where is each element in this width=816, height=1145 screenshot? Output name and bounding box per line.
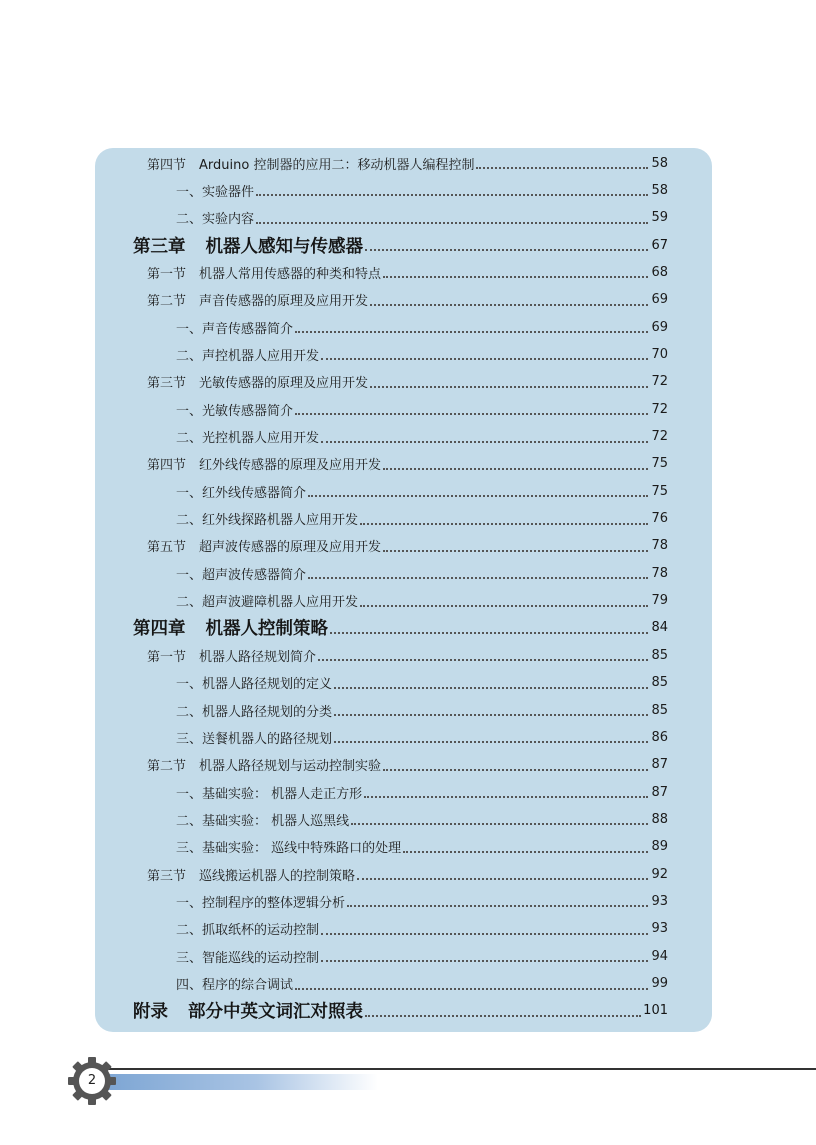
toc-entry-title: 超声波传感器的原理及应用开发 xyxy=(199,540,382,556)
toc-entry-page: 78 xyxy=(651,538,668,554)
toc-entry-title: 二、超声波避障机器人应用开发 xyxy=(176,595,359,611)
toc-entry-title: 一、机器人路径规划的定义 xyxy=(176,677,333,693)
toc-entry-title: 一、红外线传感器简介 xyxy=(176,485,307,501)
toc-entry-title: 三、送餐机器人的路径规划 xyxy=(176,731,333,747)
toc-entry-title: 二、红外线探路机器人应用开发 xyxy=(176,513,359,529)
toc-entry-page: 70 xyxy=(651,346,668,362)
toc-entry-title: 红外线传感器的原理及应用开发 xyxy=(199,458,382,474)
toc-entry-page: 75 xyxy=(651,483,668,499)
dot-leader xyxy=(370,290,648,306)
dot-leader xyxy=(256,180,648,196)
dot-leader xyxy=(295,974,648,990)
toc-entry-page: 58 xyxy=(651,182,668,198)
dot-leader xyxy=(383,454,648,470)
toc-entry-title: 光敏传感器的原理及应用开发 xyxy=(199,376,369,392)
dot-leader xyxy=(403,837,648,853)
toc-item-row xyxy=(176,343,668,365)
toc-item-row xyxy=(176,398,668,420)
toc-item-row xyxy=(176,316,668,338)
dot-leader xyxy=(334,727,648,743)
toc-entry-page: 59 xyxy=(651,210,668,226)
toc-entry-label xyxy=(147,646,316,665)
toc-entry-page: 68 xyxy=(651,264,668,280)
toc-entry-title: 三、基础实验： 巡线中特殊路口的处理 xyxy=(176,841,402,857)
toc-entry-page: 101 xyxy=(643,1003,668,1019)
toc-entry-title: 机器人常用传感器的种类和特点 xyxy=(199,266,382,282)
dot-leader xyxy=(365,235,648,251)
toc-chapter-row xyxy=(133,232,668,258)
toc-entry-label xyxy=(176,564,306,583)
toc-entry-page: 58 xyxy=(651,155,668,171)
toc-entry-label xyxy=(147,372,368,391)
toc-entry-label xyxy=(147,755,381,774)
toc-entry-label xyxy=(133,998,363,1023)
toc-entry-page: 78 xyxy=(651,565,668,581)
dot-leader xyxy=(360,591,648,607)
dot-leader xyxy=(321,427,648,443)
toc-entry-page: 99 xyxy=(651,976,668,991)
toc-item-row xyxy=(176,562,668,584)
toc-item-row xyxy=(176,918,668,940)
dot-leader xyxy=(308,563,648,579)
toc-entry-label xyxy=(176,427,319,446)
toc-entry-label xyxy=(176,783,362,802)
toc-entry-title: 一、实验器件 xyxy=(176,184,255,200)
toc-entry-page: 94 xyxy=(651,948,668,964)
toc-item-row xyxy=(176,207,668,229)
dot-leader xyxy=(256,208,648,224)
toc-entry-page: 76 xyxy=(651,511,668,527)
toc-item-row xyxy=(176,179,668,201)
toc-entry-label xyxy=(147,454,381,473)
toc-section-row xyxy=(147,863,668,885)
toc-entry-number: 第三节 xyxy=(147,376,187,392)
toc-entry-number: 第四节 xyxy=(147,458,187,474)
toc-entry-title: 二、机器人路径规划的分类 xyxy=(176,704,333,720)
toc-entry-title: 机器人路径规划与运动控制实验 xyxy=(199,759,382,775)
toc-entry-page: 93 xyxy=(651,921,668,937)
toc-entry-number: 第二节 xyxy=(147,759,187,775)
toc-entry-title: 二、光控机器人应用开发 xyxy=(176,431,320,446)
toc-entry-title: 部分中英文词汇对照表 xyxy=(188,1002,363,1023)
toc-item-row xyxy=(176,726,668,748)
dot-leader xyxy=(330,618,648,634)
toc-entry-label xyxy=(176,810,349,829)
dot-leader xyxy=(295,317,648,333)
toc-entry-page: 69 xyxy=(651,319,668,335)
toc-entry-title: 一、基础实验： 机器人走正方形 xyxy=(176,786,363,802)
footer-gradient-bar xyxy=(108,1074,378,1090)
toc-entry-title: 巡线搬运机器人的控制策略 xyxy=(199,868,356,884)
toc-entry-title: 三、智能巡线的运动控制 xyxy=(176,950,320,966)
toc-item-row xyxy=(176,973,668,995)
dot-leader xyxy=(357,864,648,880)
dot-leader xyxy=(383,536,648,552)
toc-entry-label xyxy=(176,892,345,911)
dot-leader xyxy=(295,399,648,415)
toc-entry-page: 87 xyxy=(651,784,668,800)
toc-entry-label xyxy=(147,290,368,309)
dot-leader xyxy=(347,891,648,907)
toc-section-row xyxy=(147,289,668,311)
toc-section-row xyxy=(147,371,668,393)
toc-entry-label xyxy=(133,615,328,640)
toc-item-row xyxy=(176,672,668,694)
toc-entry-label xyxy=(176,208,254,227)
toc-entry-page: 87 xyxy=(651,757,668,773)
toc-entry-label xyxy=(176,673,332,692)
dot-leader xyxy=(321,919,648,935)
toc-entry-page: 89 xyxy=(651,839,668,855)
toc-entry-label xyxy=(176,701,332,720)
toc-entry-label xyxy=(176,728,332,747)
dot-leader xyxy=(321,946,648,962)
toc-entry-label xyxy=(176,400,293,419)
dot-leader xyxy=(334,700,648,716)
toc-item-row xyxy=(176,808,668,830)
toc-entry-title: Arduino 控制器的应用二：移动机器人编程控制 xyxy=(199,157,475,173)
toc-entry-label xyxy=(176,919,319,938)
toc-entry-title: 一、光敏传感器简介 xyxy=(176,403,294,419)
toc-item-row xyxy=(176,945,668,967)
toc-entry-page: 84 xyxy=(651,620,668,636)
toc-entry-page: 69 xyxy=(651,292,668,308)
toc-entry-label xyxy=(176,974,293,993)
toc-entry-label xyxy=(147,865,355,884)
toc-entry-page: 92 xyxy=(651,866,668,882)
toc-item-row xyxy=(176,890,668,912)
toc-entry-number: 第一节 xyxy=(147,649,187,665)
dot-leader xyxy=(360,509,648,525)
footer-rule xyxy=(100,1068,816,1070)
toc-entry-title: 一、超声波传感器简介 xyxy=(176,567,307,583)
toc-entry-title: 机器人路径规划简介 xyxy=(199,649,317,665)
dot-leader xyxy=(318,645,648,661)
toc-entry-page: 88 xyxy=(651,811,668,827)
toc-entry-title: 一、控制程序的整体逻辑分析 xyxy=(176,895,346,911)
toc-entry-label xyxy=(176,509,358,528)
toc-item-row xyxy=(176,590,668,612)
toc-entry-number: 第一节 xyxy=(147,266,187,282)
toc-entry-page: 85 xyxy=(651,675,668,691)
dot-leader xyxy=(383,755,648,771)
toc-entry-label xyxy=(176,591,358,610)
toc-entry-title: 二、实验内容 xyxy=(176,212,255,228)
toc-item-row xyxy=(176,508,668,530)
toc-entry-label xyxy=(147,154,474,173)
page-number: 2 xyxy=(87,1073,97,1088)
toc-entry-title: 二、基础实验： 机器人巡黑线 xyxy=(176,813,350,829)
dot-leader xyxy=(476,153,648,169)
toc-entry-label xyxy=(147,536,381,555)
toc-entry-label xyxy=(176,947,319,966)
toc-entry-page: 85 xyxy=(651,702,668,718)
toc-entry-number: 第三章 xyxy=(133,236,186,257)
toc-entry-page: 72 xyxy=(651,429,668,444)
toc-section-row xyxy=(147,535,668,557)
toc-section-row xyxy=(147,644,668,666)
toc-entry-label xyxy=(147,263,381,282)
toc-entry-label xyxy=(133,233,363,258)
toc-entry-page: 72 xyxy=(651,374,668,390)
toc-entry-title: 机器人感知与传感器 xyxy=(205,236,363,257)
toc-entry-title: 一、声音传感器简介 xyxy=(176,321,294,337)
toc-entry-number: 第四节 xyxy=(147,157,187,173)
toc-section-row xyxy=(147,453,668,475)
toc-entry-number: 第五节 xyxy=(147,540,187,556)
toc-entry-number: 附录 xyxy=(133,1002,168,1023)
toc-entry-page: 86 xyxy=(651,729,668,745)
toc-item-row xyxy=(176,836,668,858)
toc-entry-page: 85 xyxy=(651,647,668,663)
toc-item-row xyxy=(176,480,668,502)
toc-chapter-row xyxy=(133,615,668,641)
toc-entry-page: 93 xyxy=(651,893,668,909)
dot-leader xyxy=(351,809,648,825)
toc-entry-title: 声音传感器的原理及应用开发 xyxy=(199,294,369,310)
toc-entry-number: 第二节 xyxy=(147,294,187,310)
toc-entry-page: 72 xyxy=(651,401,668,417)
dot-leader xyxy=(364,782,648,798)
toc-item-row xyxy=(176,781,668,803)
toc-item-row xyxy=(176,426,668,448)
toc-entry-number: 第三节 xyxy=(147,868,187,884)
toc-entry-title: 四、程序的综合调试 xyxy=(176,978,294,993)
dot-leader xyxy=(334,673,648,689)
toc-entry-label xyxy=(176,345,319,364)
toc-item-row xyxy=(176,699,668,721)
toc-entry-label xyxy=(176,318,293,337)
toc-entry-label xyxy=(176,837,401,856)
dot-leader xyxy=(321,344,648,360)
toc-section-row xyxy=(147,152,668,174)
toc-entry-title: 二、声控机器人应用开发 xyxy=(176,348,320,364)
dot-leader xyxy=(370,372,648,388)
toc-entry-label xyxy=(176,482,306,501)
toc-chapter-row xyxy=(133,998,668,1024)
toc-section-row xyxy=(147,754,668,776)
toc-section-row xyxy=(147,261,668,283)
toc-entry-page: 79 xyxy=(651,593,668,609)
toc-entry-number: 第四章 xyxy=(133,619,186,640)
toc-entry-page: 75 xyxy=(651,456,668,472)
toc-entry-title: 机器人控制策略 xyxy=(205,619,328,640)
toc-entry-page: 67 xyxy=(651,237,668,253)
dot-leader xyxy=(308,481,648,497)
toc-entry-title: 二、抓取纸杯的运动控制 xyxy=(176,923,320,939)
dot-leader xyxy=(365,1001,641,1017)
dot-leader xyxy=(383,262,648,278)
toc-entry-label xyxy=(176,181,254,200)
